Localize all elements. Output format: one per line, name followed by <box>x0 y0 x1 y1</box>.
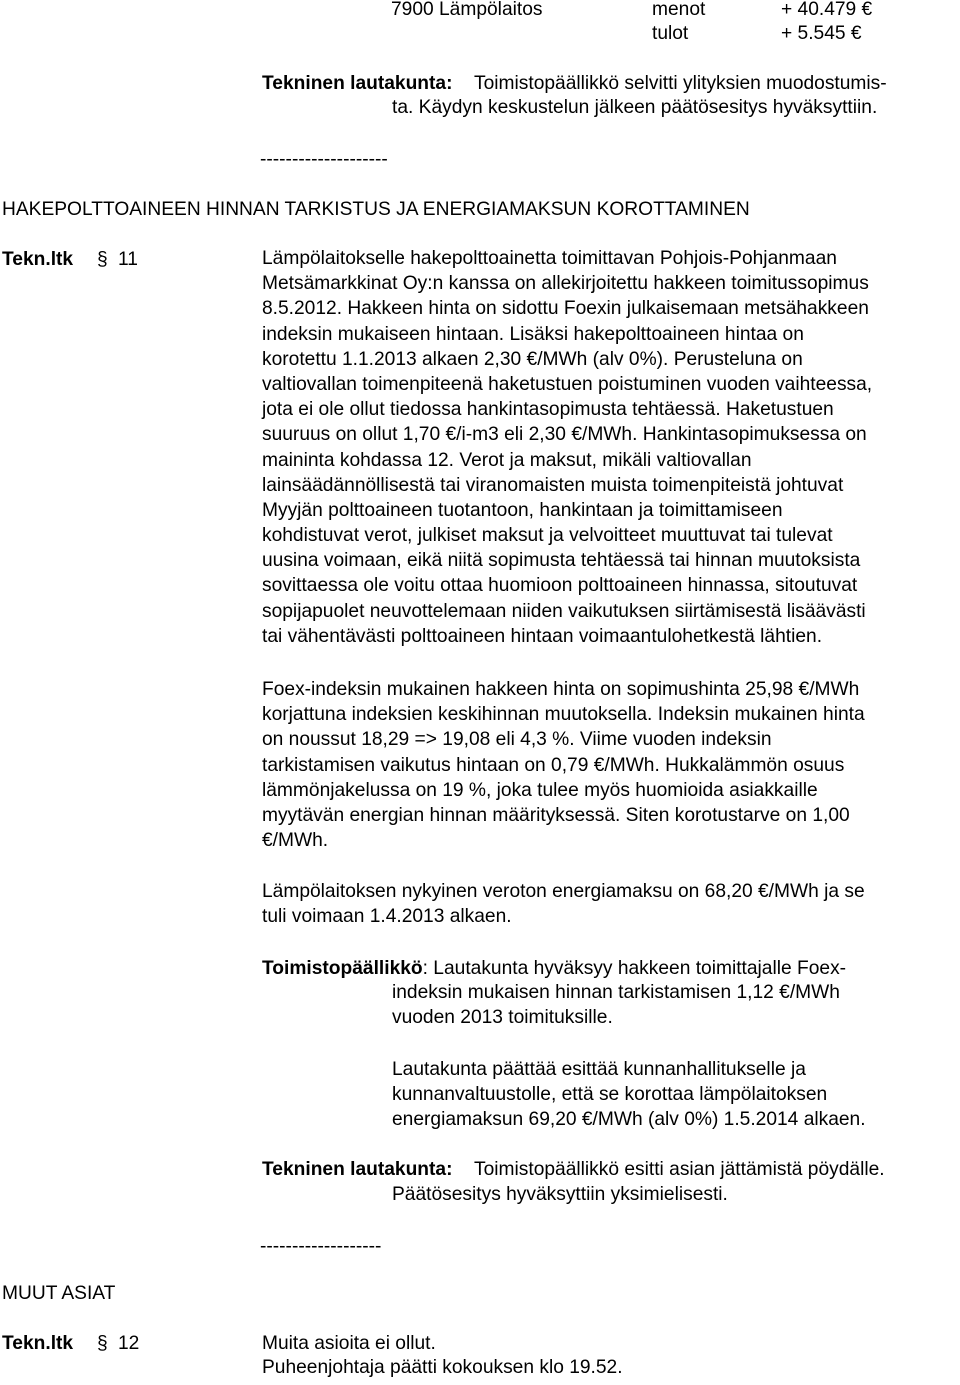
toimisto-label: Toimistopäällikkö <box>262 958 423 979</box>
foex-line: lämmönjakelussa on 19 %, joka tulee myös huomioida asiakkaille <box>262 779 818 801</box>
toimisto-line-1 <box>262 957 846 981</box>
energy-line: Lämpölaitoksen nykyinen veroton energiamaksu on 68,20 €/MWh ja se <box>262 881 865 902</box>
tekninen-text-2a: Toimistopäällikkö esitti asian jättämistä pöydälle. <box>474 1159 885 1180</box>
foex-line: €/MWh. <box>262 830 329 852</box>
body-line: uusina voimaan, eikä niitä sopimusta tehtäessä tai hinnan muutoksista <box>262 550 861 572</box>
foex-line: Foex-indeksin mukainen hakkeen hinta on sopimushinta 25,98 €/MWh <box>262 679 860 700</box>
tekninen-text-1b: ta. Käydyn keskustelun jälkeen päätösesitys hyväksyttiin. <box>392 97 878 118</box>
body-line: kohdistuvat verot, julkiset maksut ja velvoitteet muuttuvat tai tulevat <box>262 525 833 547</box>
muut-asiat-title: MUUT ASIAT <box>2 1283 116 1304</box>
body-line: tai vähentävästi polttoaineen hintaan voimaantulohetkestä lähtien. <box>262 625 823 647</box>
foex-line: myytävän energian hinnan määrityksessä. Siten korotustarve on 1,00 <box>262 804 850 826</box>
lautakunta-paragraph <box>392 1057 866 1133</box>
body-line: suuruus on ollut 1,70 €/i-m3 eli 2,30 €/MWh. Hankintasopimuksessa on <box>262 424 867 446</box>
tulot-label: tulot <box>652 23 689 44</box>
section-11-ref: Tekn.ltk <box>2 249 74 270</box>
tekninen-label-2: Tekninen lautakunta: <box>262 1159 453 1180</box>
body-line: lainsäädännöllisestä tai viranomaisten muista toimenpiteistä johtuvat <box>262 474 844 496</box>
body-line: indeksin mukaiseen hintaan. Lisäksi hakepolttoaineen hintaa on <box>262 323 804 345</box>
toimisto-line-3: vuoden 2013 toimituksille. <box>392 1007 613 1028</box>
toimisto-line-2: indeksin mukaisen hinnan tarkistamisen 1,12 €/MWh <box>392 982 840 1003</box>
lautakunta-line: kunnanvaltuustolle, että se korottaa lämpölaitoksen <box>392 1084 828 1106</box>
lautakunta-line: Lautakunta päättää esittää kunnanhallitukselle ja <box>392 1059 806 1080</box>
tekninen-text-2b: Päätösesitys hyväksyttiin yksimielisesti. <box>392 1184 728 1205</box>
section-12-line-1: Muita asioita ei ollut. <box>262 1333 436 1354</box>
energy-line: tuli voimaan 1.4.2013 alkaen. <box>262 906 512 928</box>
section-title: HAKEPOLTTOAINEEN HINNAN TARKISTUS JA ENERGIAMAKSUN KOROTTAMINEN <box>2 199 750 220</box>
body-line: sovittaessa ole voitu ottaa huomioon polttoaineen hinnassa, sitoutuvat <box>262 575 858 597</box>
toimisto-text-1: : Lautakunta hyväksyy hakkeen toimittajalle Foex- <box>422 958 847 979</box>
paragraph-symbol-12: § <box>97 1333 108 1354</box>
body-line: Metsämarkkinat Oy:n kanssa on allekirjoitettu hakkeen toimitussopimus <box>262 273 869 295</box>
section-12-number: 12 <box>118 1333 140 1354</box>
body-line: 8.5.2012. Hakkeen hinta on sidottu Foexin julkaisemaan metsähakkeen <box>262 298 869 320</box>
menot-value: + 40.479 € <box>781 0 873 20</box>
tekninen-label-1: Tekninen lautakunta: <box>262 73 453 94</box>
body-line: sopijapuolet neuvottelemaan niiden vaikutuksen siirtämisestä lisäävästi <box>262 600 866 622</box>
menot-label: menot <box>652 0 706 20</box>
body-line: korotettu 1.1.2013 alkaen 2,30 €/MWh (alv 0%). Perusteluna on <box>262 348 803 370</box>
body-line: Myyjän polttoaineen tuotantoon, hankintaan ja toimittamiseen <box>262 499 783 521</box>
separator-1: -------------------- <box>260 149 388 170</box>
separator-2: ------------------- <box>260 1236 382 1257</box>
budget-item: 7900 Lämpölaitos <box>391 0 543 20</box>
body-line: maininta kohdassa 12. Verot ja maksut, mikäli valtiovallan <box>262 449 752 471</box>
section-11-number: 11 <box>118 249 138 270</box>
tekninen-text-1a: Toimistopäällikkö selvitti ylityksien muodostumis- <box>474 73 887 94</box>
lautakunta-line: energiamaksun 69,20 €/MWh (alv 0%) 1.5.2014 alkaen. <box>392 1109 866 1131</box>
body-line: valtiovallan toimenpiteenä haketustuen poistuminen vuoden vaihteessa, <box>262 373 873 395</box>
section-12-ref: Tekn.ltk <box>2 1333 74 1354</box>
section-11-body <box>262 246 872 649</box>
tulot-value: + 5.545 € <box>781 23 862 44</box>
section-12-line-2: Puheenjohtaja päätti kokouksen klo 19.52. <box>262 1357 623 1378</box>
foex-line: on noussut 18,29 => 19,08 eli 4,3 %. Viime vuoden indeksin <box>262 729 772 751</box>
body-line: jota ei ole ollut tiedossa hankintasopimusta tehtäessä. Haketustuen <box>262 399 834 421</box>
energy-paragraph <box>262 879 865 929</box>
foex-line: tarkistamisen vaikutus hintaan on 0,79 €/MWh. Hukkalämmön osuus <box>262 754 845 776</box>
foex-line: korjattuna indeksien keskihinnan muutoksella. Indeksin mukainen hinta <box>262 704 865 726</box>
paragraph-symbol-11: § <box>97 249 108 270</box>
foex-paragraph <box>262 677 865 853</box>
body-line: Lämpölaitokselle hakepolttoainetta toimittavan Pohjois-Pohjanmaan <box>262 248 837 269</box>
